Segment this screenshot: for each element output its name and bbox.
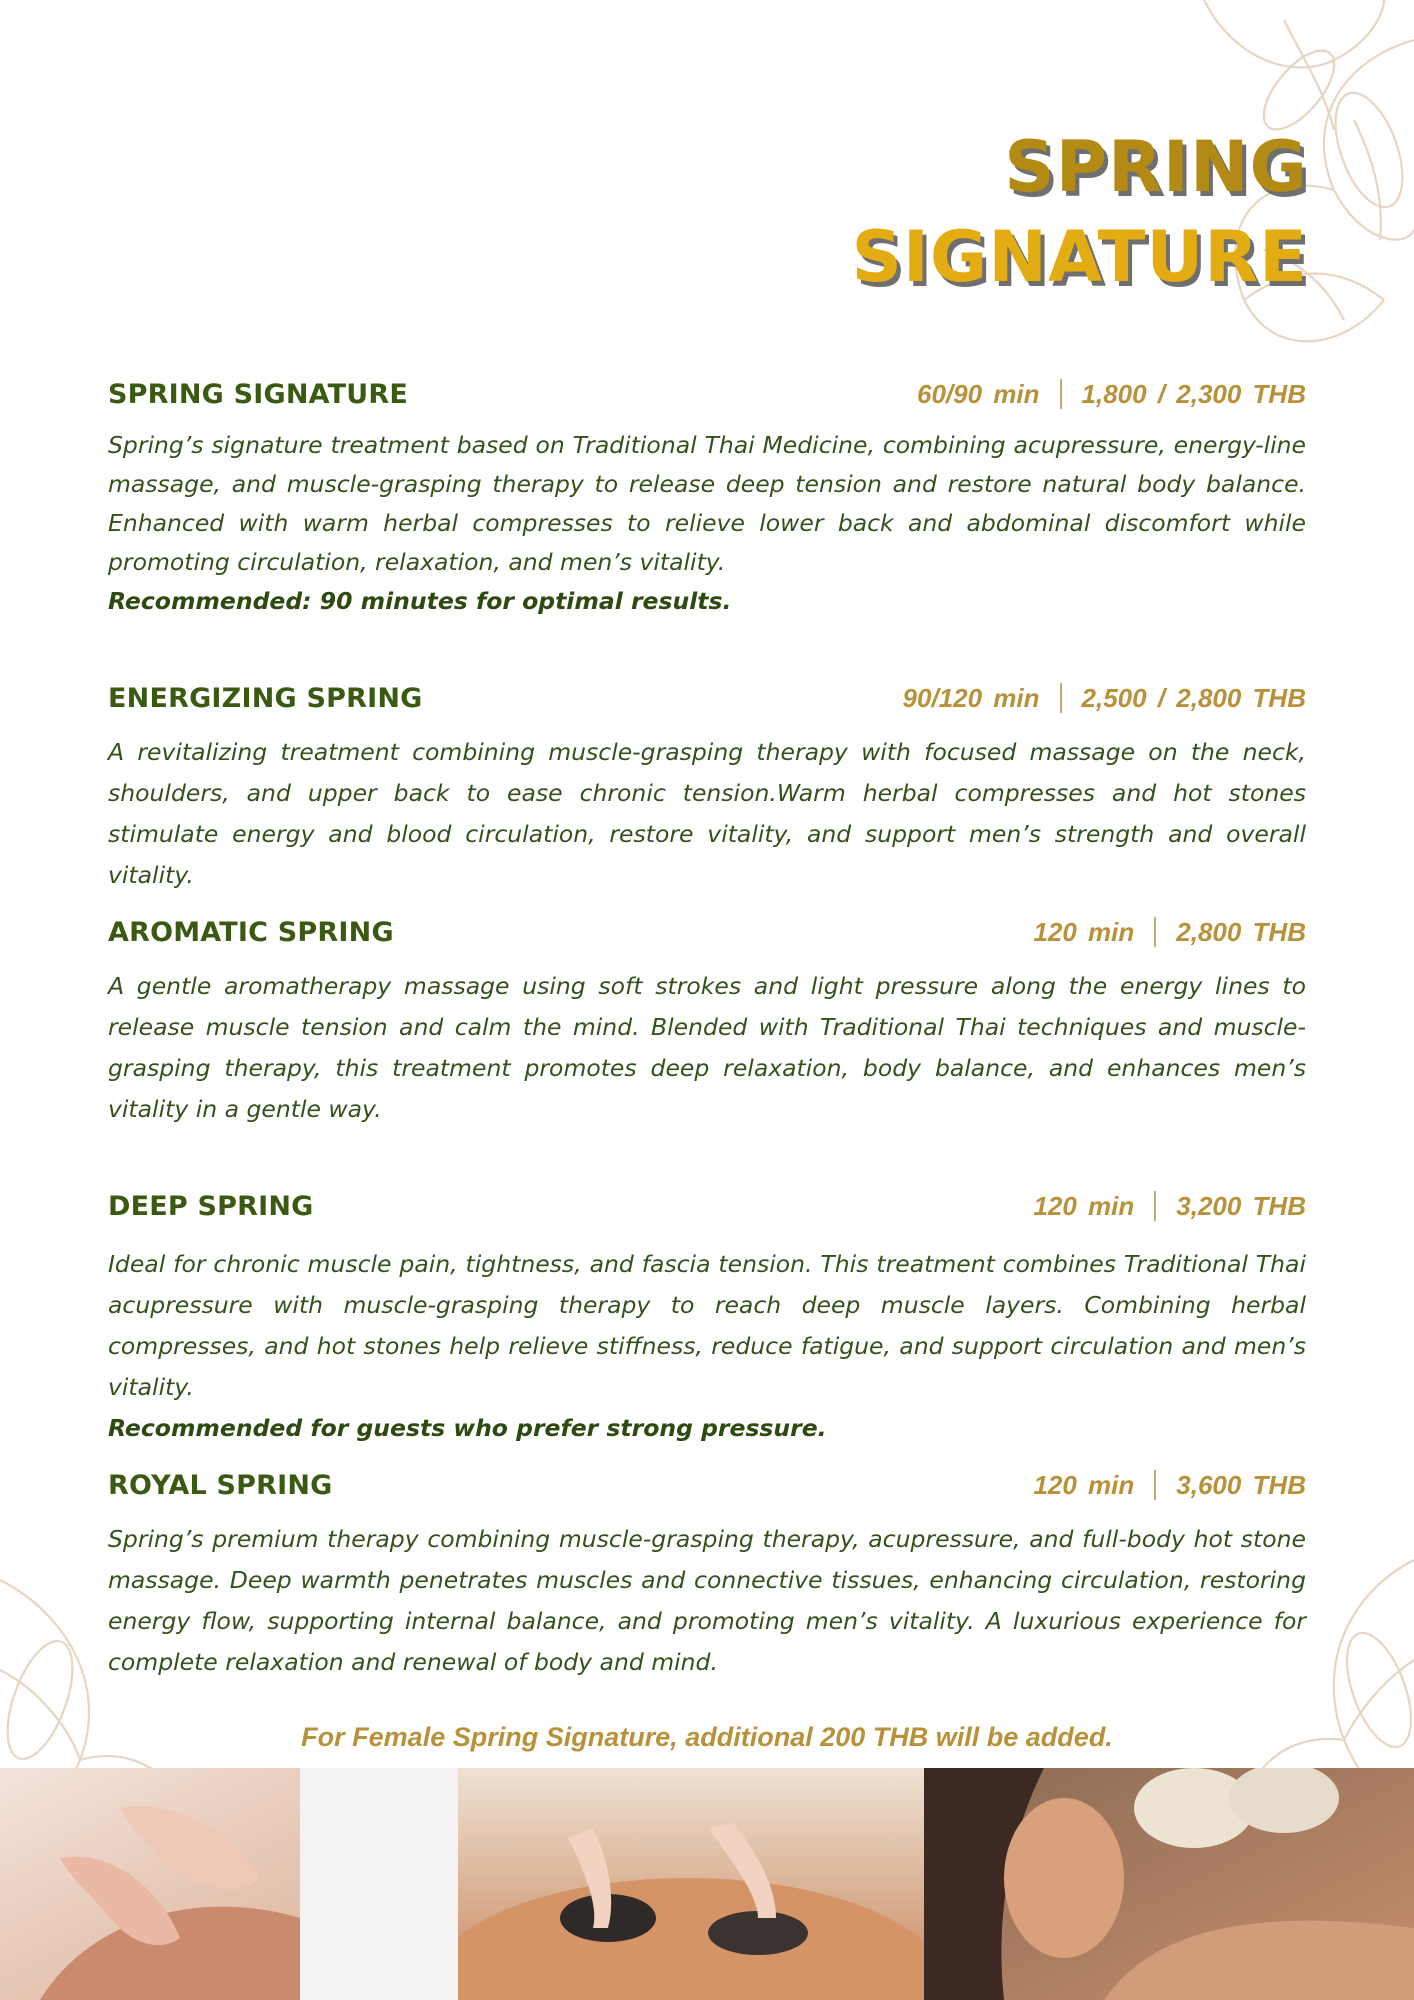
- treatment-duration: 120 min: [1033, 916, 1135, 947]
- female-surcharge-note: For Female Spring Signature, additional 200 THB will be added.: [301, 1722, 1113, 1752]
- treatment-duration: 120 min: [1033, 1190, 1135, 1221]
- treatment-name: ROYAL SPRING: [108, 1469, 333, 1501]
- treatment-duration: 90/120 min: [902, 682, 1040, 713]
- treatment-name: ENERGIZING SPRING: [108, 682, 423, 714]
- treatment-description: A revitalizing treatment combining muscle-grasping therapy with focused massage on the neck, shoulders, and upper back to ease chronic tension.Warm herbal compresses and hot stones stimulate energy and blood circulation, restore vitality, and support men’s strength and overall vitality.: [108, 738, 1306, 889]
- treatment-item: [108, 678, 1306, 896]
- treatment-duration: 60/90 min: [917, 378, 1040, 409]
- treatment-meta: [1033, 1470, 1306, 1501]
- page-title: [851, 122, 1308, 302]
- treatment-price: 3,200 THB: [1176, 1190, 1306, 1221]
- treatment-item: [108, 374, 1306, 621]
- treatment-price: 2,500 / 2,800 THB: [1081, 682, 1306, 713]
- treatment-header: [108, 374, 1306, 414]
- page-title-line-2: SIGNATURE: [851, 216, 1308, 298]
- treatment-price: 2,800 THB: [1176, 916, 1306, 947]
- treatment-header: [108, 912, 1306, 952]
- treatment-meta: [1033, 1191, 1306, 1222]
- treatment-meta: [1033, 917, 1306, 948]
- treatment-item: [108, 912, 1306, 1130]
- meta-divider: [1154, 1470, 1156, 1500]
- meta-divider: [1060, 683, 1062, 713]
- massage-photo-1: [0, 1768, 458, 2000]
- meta-divider: [1154, 917, 1156, 947]
- treatment-name: DEEP SPRING: [108, 1190, 314, 1222]
- treatment-item: [108, 1186, 1306, 1449]
- treatment-duration: 120 min: [1033, 1469, 1135, 1500]
- meta-divider: [1060, 379, 1062, 409]
- massage-photo-2: [458, 1768, 924, 2000]
- treatment-header: [108, 1465, 1306, 1505]
- treatment-price: 3,600 THB: [1176, 1469, 1306, 1500]
- treatment-description: Ideal for chronic muscle pain, tightness, and fascia tension. This treatment combines Traditional Thai acupressure with muscle-grasping therapy to reach deep muscle layers. Combining herbal compresses, and hot stones help relieve stiffness, reduce fatigue, and support circulation and men’s vitality.: [108, 1250, 1306, 1401]
- treatment-header: [108, 678, 1306, 718]
- treatment-header: [108, 1186, 1306, 1226]
- treatment-price: 1,800 / 2,300 THB: [1081, 378, 1306, 409]
- treatment-item: [108, 1465, 1306, 1683]
- massage-photo-3: [924, 1768, 1414, 2000]
- treatment-name: AROMATIC SPRING: [108, 916, 394, 948]
- treatment-description: A gentle aromatherapy massage using soft strokes and light pressure along the energy lines to release muscle tension and calm the mind. Blended with Traditional Thai techniques and muscle-grasping therapy, this treatment promotes deep relaxation, body balance, and enhances men’s vitality in a gentle way.: [108, 972, 1306, 1123]
- treatment-meta: [917, 379, 1306, 410]
- treatment-meta: [903, 683, 1306, 714]
- treatment-recommendation: Recommended for guests who prefer strong pressure.: [108, 1414, 827, 1442]
- treatment-recommendation: Recommended: 90 minutes for optimal results.: [108, 587, 732, 615]
- page-title-line-1: SPRING: [1004, 126, 1308, 208]
- treatment-description: Spring’s signature treatment based on Traditional Thai Medicine, combining acupressure, energy-line massage, and muscle-grasping therapy to release deep tension and restore natural body balance. Enhanced with warm herbal compresses to relieve lower back and abdominal discomfort while promoting circulation, relaxation, and men’s vitality.: [108, 431, 1306, 576]
- treatment-name: SPRING SIGNATURE: [108, 378, 409, 410]
- meta-divider: [1154, 1191, 1156, 1221]
- treatment-description: Spring’s premium therapy combining muscle-grasping therapy, acupressure, and full-body hot stone massage. Deep warmth penetrates muscles and connective tissues, enhancing circulation, restoring energy flow, supporting internal balance, and promoting men’s vitality. A luxurious experience for complete relaxation and renewal of body and mind.: [108, 1525, 1306, 1676]
